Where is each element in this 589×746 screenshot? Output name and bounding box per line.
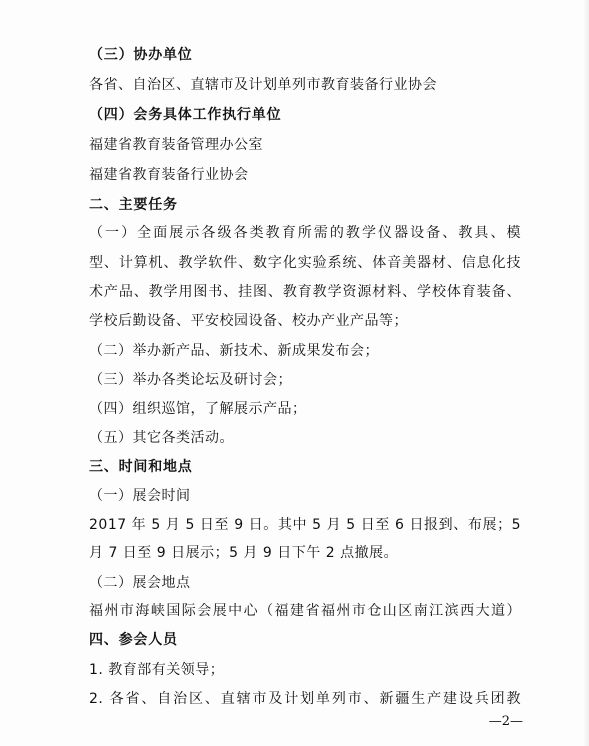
paragraph-line: 福州市海峡国际会展中心（福建省福州市仓山区南江滨西大道） <box>89 603 521 619</box>
paragraph-line: （一）展会时间 <box>89 488 191 504</box>
paragraph-line: 2017 年 5 月 5 日至 9 日。其中 5 月 5 日至 6 日报到、布展；5 <box>89 517 521 533</box>
section-heading-co-organizer: （三）协办单位 <box>89 47 193 63</box>
paragraph-line: （五）其它各类活动。 <box>89 430 234 446</box>
paragraph-line: （三）举办各类论坛及研讨会； <box>89 372 292 388</box>
paragraph-line: 各省、自治区、直辖市及计划单列市教育装备行业协会 <box>89 77 437 93</box>
paragraph-line: 福建省教育装备行业协会 <box>89 167 249 183</box>
paragraph-line: （四）组织巡馆，了解展示产品； <box>89 401 307 417</box>
section-heading-main-tasks: 二、主要任务 <box>89 197 178 213</box>
paragraph-line: 1. 教育部有关领导； <box>89 662 225 678</box>
paragraph-line: 术产品、教学用图书、挂图、教育教学资源材料、学校体育装备、 <box>89 284 521 300</box>
paragraph-line: 学校后勤设备、平安校园设备、校办产业产品等； <box>89 313 408 329</box>
paragraph-line: （二）举办新产品、新技术、新成果发布会； <box>89 343 379 359</box>
section-heading-executor: （四）会务具体工作执行单位 <box>89 107 282 123</box>
page-edge-shadow <box>583 0 589 746</box>
page-number: —2— <box>488 714 523 729</box>
paragraph-line: （一）全面展示各级各类教育所需的教学仪器设备、教具、模 <box>89 225 521 241</box>
paragraph-line: （二）展会地点 <box>89 575 191 591</box>
paragraph-line: 福建省教育装备管理办公室 <box>89 137 263 153</box>
paragraph-line: 月 7 日至 9 日展示；5 月 9 日下午 2 点撤展。 <box>89 545 399 561</box>
section-heading-attendees: 四、参会人员 <box>89 632 178 648</box>
paragraph-line: 型、计算机、教学软件、数字化实验系统、体音美器材、信息化技 <box>89 255 521 271</box>
section-heading-time-place: 三、时间和地点 <box>89 459 193 475</box>
paragraph-line: 2. 各省、自治区、直辖市及计划单列市、新疆生产建设兵团教 <box>89 691 521 707</box>
